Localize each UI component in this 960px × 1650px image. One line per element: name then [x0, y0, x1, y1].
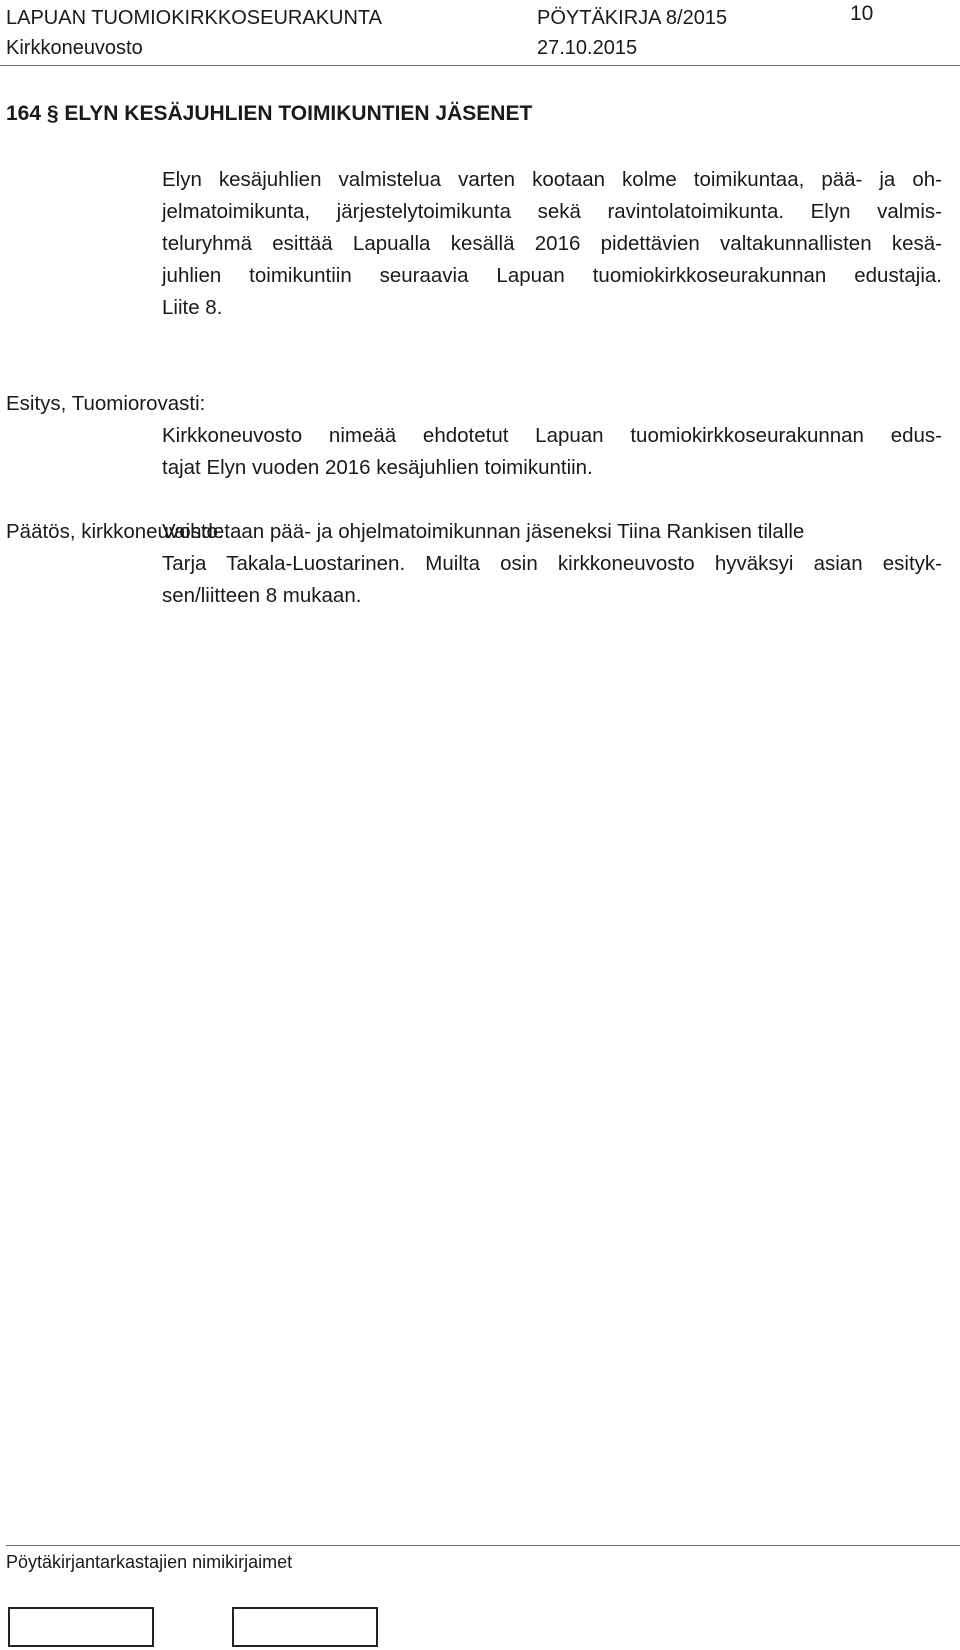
governing-body: Kirkkoneuvosto: [6, 37, 143, 59]
intro-line: juhlien toimikuntiin seuraavia Lapuan tuomiokirkkoseurakunnan edustajia.: [162, 264, 942, 287]
document-id: PÖYTÄKIRJA 8/2015: [537, 7, 728, 29]
decision-paragraph: [162, 520, 942, 612]
proposal-paragraph: [162, 420, 942, 484]
intro-paragraph: [162, 164, 942, 324]
proposal-line: tajat Elyn vuoden 2016 kesäjuhlien toimikuntiin.: [162, 456, 593, 479]
decision-line: Vaihdetaan pää- ja ohjelmatoimikunnan jäseneksi Tiina Rankisen tilalle: [162, 520, 805, 543]
proposal-line: Kirkkoneuvosto nimeää ehdotetut Lapuan tuomiokirkkoseurakunnan edus-: [162, 424, 942, 447]
meeting-date: 27.10.2015: [537, 37, 638, 59]
decision-label: Päätös, kirkkoneuvosto:: [6, 520, 224, 543]
intro-line: Elyn kesäjuhlien valmistelua varten kootaan kolme toimikuntaa, pää- ja oh-: [162, 168, 942, 191]
decision-line: Tarja Takala-Luostarinen. Muilta osin kirkkoneuvosto hyväksyi asian esityk-: [162, 552, 942, 575]
initials-box-2: [232, 1607, 378, 1647]
decision-line: sen/liitteen 8 mukaan.: [162, 584, 362, 607]
intro-line: Liite 8.: [162, 296, 223, 319]
section-title: 164 § ELYN KESÄJUHLIEN TOIMIKUNTIEN JÄSENET: [6, 102, 533, 125]
intro-line: jelmatoimikunta, järjestelytoimikunta sekä ravintolatoimikunta. Elyn valmis-: [162, 200, 942, 223]
intro-line: teluryhmä esittää Lapualla kesällä 2016 pidettävien valtakunnallisten kesä-: [162, 232, 942, 255]
proposal-label: Esitys, Tuomiorovasti:: [6, 392, 206, 415]
footer-divider: [6, 1545, 960, 1546]
initials-box-1: [8, 1607, 154, 1647]
organization-name: LAPUAN TUOMIOKIRKKOSEURAKUNTA: [6, 7, 382, 29]
initials-label: Pöytäkirjantarkastajien nimikirjaimet: [6, 1552, 293, 1572]
header-divider: [0, 65, 960, 66]
page-number: 10: [850, 2, 874, 25]
